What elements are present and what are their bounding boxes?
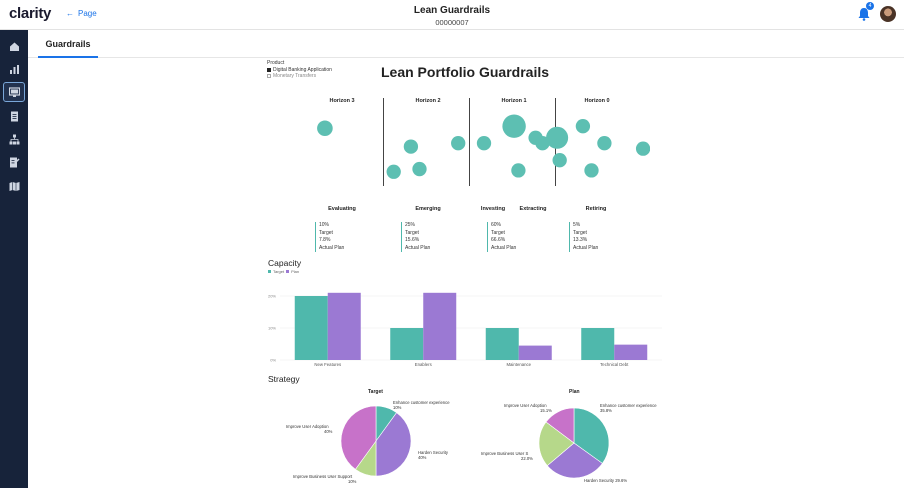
legend-label: Target [273,269,285,274]
pie-label: Improve Business User S 22.0% [481,451,533,461]
bar-plan[interactable] [614,345,647,360]
back-label: Page [78,9,97,18]
product-legend-label: Digital Banking Application [273,67,332,73]
bubble-point[interactable] [387,165,401,179]
bar-plan[interactable] [328,293,361,360]
product-legend-title: Product [267,60,285,66]
metric-target-label: Target [319,229,333,236]
x-tick-label: Enablers [414,362,432,367]
metric-target-label: Target [573,229,587,236]
bubble-point[interactable] [597,136,611,150]
pie-label: Improve Business User Support 10% [293,474,357,484]
stage-label: Retiring [585,206,607,212]
stage-label: Investing [480,206,506,212]
metric-block [315,222,344,252]
pie-title: Target [368,389,383,395]
bar-target[interactable] [390,328,423,360]
metric-actual-label: Actual Plan [491,244,517,251]
bubble-point[interactable] [404,139,418,153]
home-icon[interactable] [3,36,25,56]
tab-guardrails[interactable]: Guardrails [38,30,98,58]
chart-main-title: Lean Portfolio Guardrails [380,64,550,80]
legend-label: Plan [291,269,300,274]
metric-target: 5% [573,222,581,228]
map-icon[interactable] [3,176,25,196]
horizon-label: Horizon 2 [415,98,441,104]
notification-badge: 4 [866,2,874,10]
metric-target-label: Target [491,229,505,236]
metric-actual-label: Actual Plan [573,244,599,251]
capacity-bar-chart [262,288,672,372]
arrow-left-icon: ← [66,9,74,18]
chart-icon[interactable] [3,59,25,79]
product-legend-item[interactable] [267,73,332,79]
horizon-label: Horizon 1 [501,98,527,104]
pie-label: Enhance customer experience 10% [393,400,450,410]
bubble-point[interactable] [317,120,333,136]
bubble-point[interactable] [576,119,590,133]
metric-actual-label: Actual Plan [405,244,431,251]
x-tick-label: Maintenance [506,362,532,367]
pie-title: Plan [569,389,580,395]
checklist-icon[interactable] [3,152,25,172]
bubble-point[interactable] [546,127,568,149]
metric-actual: 15.6% [405,237,420,243]
pie-label: Improve User Adoption 15.1% [504,403,552,413]
product-legend-label: Monetary Transfers [273,73,317,79]
metric-actual: 13.3% [573,237,588,243]
metric-target-label: Target [405,229,419,236]
capacity-legend [268,269,299,274]
bubble-point[interactable] [451,136,465,150]
metric-actual-label: Actual Plan [319,244,345,251]
bubble-point[interactable] [412,162,426,176]
bar-target[interactable] [295,296,328,360]
bubble-point[interactable] [477,136,491,150]
bar-target[interactable] [581,328,614,360]
bubble-point[interactable] [584,163,598,177]
metric-actual: 66.6% [491,237,506,243]
y-tick-label: 10% [267,325,276,331]
target-pie-chart [340,405,412,477]
top-bar [0,0,904,30]
legend-swatch [267,68,271,72]
hierarchy-icon[interactable] [3,129,25,149]
metric-target: 60% [491,222,502,228]
bar-target[interactable] [486,328,519,360]
x-tick-label: Technical Debt [600,362,629,367]
metric-block [569,222,598,252]
bubble-point[interactable] [636,141,650,155]
metric-block [401,222,430,252]
bubble-point[interactable] [511,163,525,177]
metric-target: 10% [319,222,330,228]
metric-block [487,222,516,252]
legend-swatch [286,270,289,273]
strategy-title: Strategy [268,374,300,384]
tab-bar [28,30,904,58]
stage-label: Extracting [519,206,547,212]
pie-label: Harden Security 29.6% [584,478,628,483]
monitor-icon[interactable] [3,82,25,102]
page-header [0,5,904,27]
pie-label: Enhance customer experience 35.8% [600,403,657,413]
guardrails-bubble-chart [300,108,650,188]
bubble-point[interactable] [502,115,525,138]
legend-swatch [267,74,271,78]
bar-plan[interactable] [519,346,552,360]
page-title: Lean Guardrails [413,5,491,16]
pie-label: Improve User Adoption 40% [286,424,333,434]
avatar[interactable] [880,6,896,22]
bubble-point[interactable] [553,153,567,167]
x-tick-label: New Features [314,362,342,367]
y-tick-label: 20% [267,293,276,299]
capacity-title: Capacity [268,258,302,268]
horizon-label: Horizon 3 [329,98,355,104]
stage-label: Evaluating [328,206,356,212]
sidebar [0,30,28,488]
app-logo[interactable]: clarity [9,5,52,22]
bar-plan[interactable] [423,293,456,360]
page-id: 00000007 [435,18,469,27]
metric-target: 25% [405,222,416,228]
pie-label: Harden Security 40% [418,450,449,460]
plan-pie-chart [538,407,610,479]
metric-actual: 7.8% [319,237,331,243]
horizon-label: Horizon 0 [584,98,610,104]
stage-label: Emerging [415,206,441,212]
document-icon[interactable] [3,106,25,126]
product-legend [267,60,332,79]
y-tick-label: 0% [270,357,276,363]
legend-swatch [268,270,271,273]
